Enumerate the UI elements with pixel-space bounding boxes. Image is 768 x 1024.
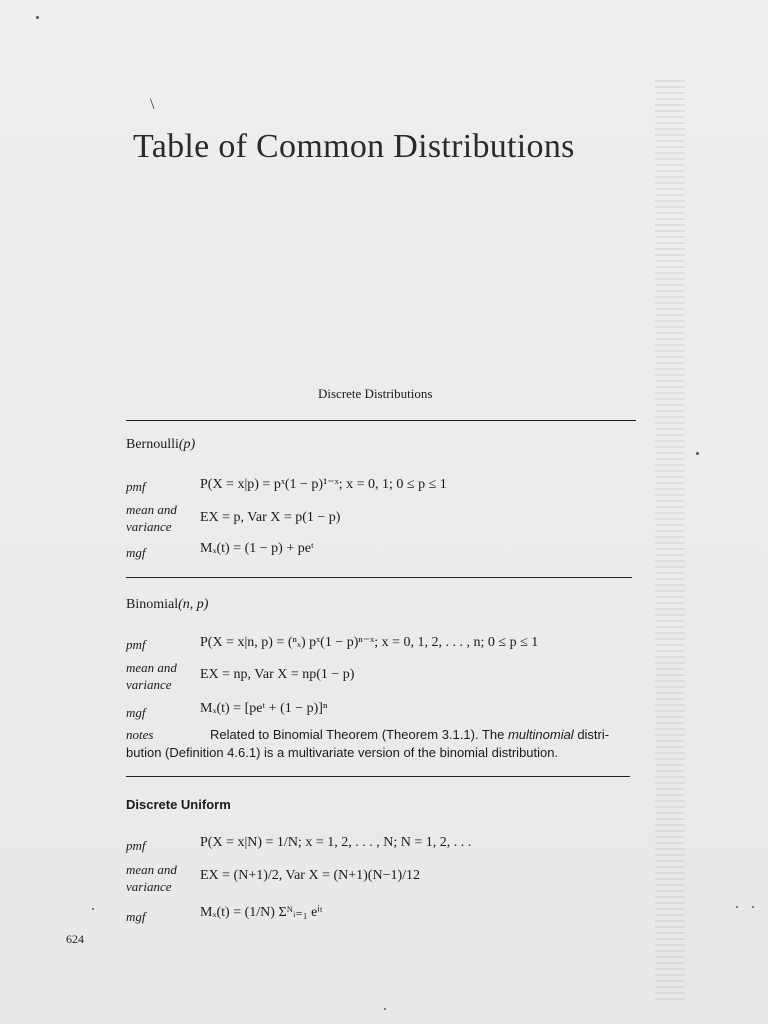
notes-text-2: distri- — [573, 727, 610, 742]
uniform-mean-variance-label — [126, 861, 177, 895]
binomial-param: (n, p) — [178, 597, 209, 612]
uniform-mgf-label: mgf — [126, 909, 146, 924]
scan-speck — [752, 906, 754, 908]
margin-mark: \ — [150, 96, 155, 113]
variance-label: variance — [126, 519, 172, 534]
binomial-heading — [126, 597, 208, 613]
notes-emphasis: multinomial — [507, 727, 574, 742]
section-rule — [126, 420, 636, 421]
bernoulli-mgf: Mₓ(t) = (1 − p) + peᵗ — [200, 541, 314, 556]
mean-and-label: mean and — [126, 502, 177, 517]
uniform-mean-variance: EX = (N+1)/2, Var X = (N+1)(N−1)/12 — [200, 868, 421, 883]
uniform-mgf: Mₓ(t) = (1/N) Σᴺᵢ₌₁ eⁱᵗ — [200, 905, 323, 920]
section-heading: Discrete Distributions — [318, 386, 433, 401]
bernoulli-pmf-label: pmf — [126, 479, 146, 494]
binomial-notes-label: notes — [126, 727, 154, 742]
binomial-mean-variance-label — [126, 659, 177, 693]
notes-text-3: bution (Definition 4.6.1) is a multivariate version of the binomial distribution. — [126, 745, 559, 760]
bernoulli-mean-variance: EX = p, Var X = p(1 − p) — [200, 510, 341, 525]
variance-label: variance — [126, 677, 172, 692]
bernoulli-mgf-label: mgf — [126, 545, 146, 560]
mean-and-label: mean and — [126, 660, 177, 675]
uniform-heading: Discrete Uniform — [126, 797, 231, 812]
bernoulli-heading — [126, 437, 195, 453]
binomial-pmf-label: pmf — [126, 637, 146, 652]
uniform-pmf: P(X = x|N) = 1/N; x = 1, 2, . . . , N; N = 1, 2, . . . — [200, 835, 472, 850]
bernoulli-param: (p) — [178, 437, 196, 452]
bernoulli-pmf: P(X = x|p) = pˣ(1 − p)¹⁻ˣ; x = 0, 1; 0 ≤ p ≤ 1 — [200, 477, 447, 492]
mean-and-label: mean and — [126, 862, 177, 877]
bernoulli-name: Bernoulli — [126, 437, 179, 452]
notes-text-1: Related to Binomial Theorem (Theorem 3.1.1). The — [210, 727, 508, 742]
binomial-name: Binomial — [126, 597, 179, 612]
scan-speck — [92, 908, 94, 910]
divider-rule — [126, 776, 630, 777]
scan-speck — [736, 906, 738, 908]
binomial-mgf-label: mgf — [126, 705, 146, 720]
binomial-mgf: Mₓ(t) = [peᵗ + (1 − p)]ⁿ — [200, 701, 328, 716]
page-number: 624 — [66, 932, 84, 946]
scan-bleed-through — [655, 80, 685, 1000]
page-title: Table of Common Distributions — [133, 128, 575, 165]
binomial-notes — [126, 726, 646, 762]
scan-speck — [36, 16, 39, 19]
divider-rule — [126, 577, 632, 578]
variance-label: variance — [126, 879, 172, 894]
binomial-pmf: P(X = x|n, p) = (ⁿₓ) pˣ(1 − p)ⁿ⁻ˣ; x = 0, 1, 2, . . . , n; 0 ≤ p ≤ 1 — [200, 635, 539, 650]
bernoulli-mean-variance-label — [126, 501, 177, 535]
scan-speck — [696, 452, 699, 455]
scan-speck — [384, 1008, 386, 1010]
uniform-pmf-label: pmf — [126, 838, 146, 853]
binomial-mean-variance: EX = np, Var X = np(1 − p) — [200, 667, 355, 682]
